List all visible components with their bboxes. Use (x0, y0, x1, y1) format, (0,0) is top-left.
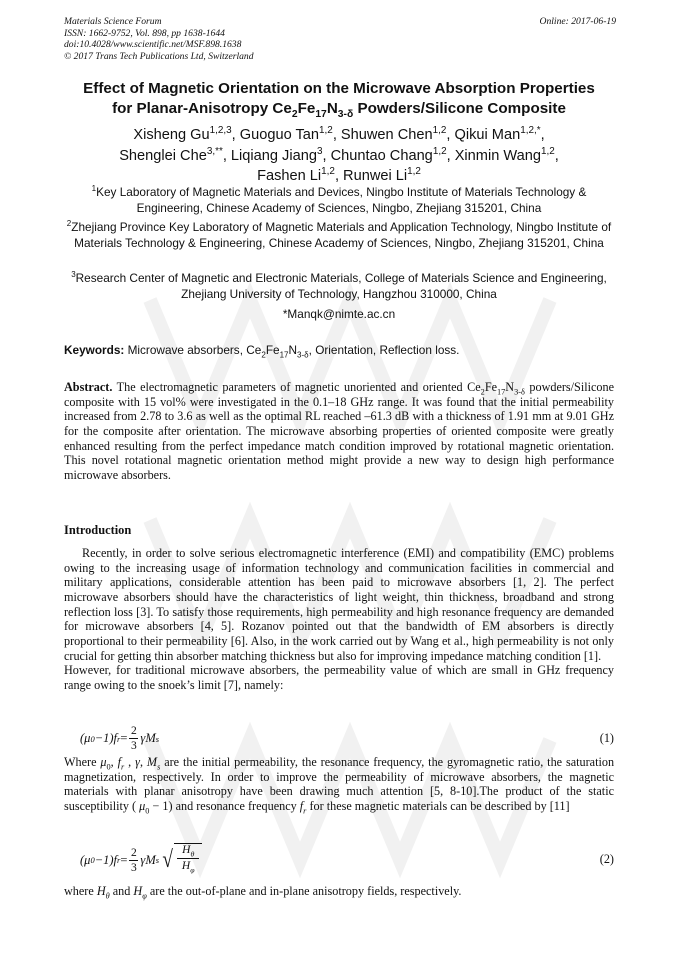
author-list (70, 125, 608, 187)
issn-line: ISSN: 1662-9752, Vol. 898, pp 1638-1644 (64, 27, 225, 39)
journal-name: Materials Science Forum (64, 16, 162, 27)
introduction-body (64, 546, 614, 693)
author: Xinmin Wang$^{1,2}$, (454, 145, 559, 164)
author: Guoguo Tan$^{1,2}$, (239, 125, 341, 143)
title-line-2: for Planar-Anisotropy $Ce_2Fe_{17}N_{3-\delta}$ Powders/Silicone Composite (112, 100, 566, 121)
keywords-label: Keywords: (64, 343, 125, 357)
abstract: Abstract. The electromagnetic parameters of magnetic unoriented and oriented $Ce_2Fe_{17}N_{3-\delta}$ powders/Silicone composite with 15 vol% were investigated in the 0.1–18 GHz range. It was found that the initial permeability increased from 2.78 to 3.6 as well as the optimal RL reached –61.3 dB with a thickness of 1.91 mm at 9.01 GHz for the composite after orientation. The microwave absorbing properties of oriented composite were greatly enhanced resulting from the perfect impedance match condition improved by rotational magnetic orientation. This novel rotational magnetic orientation method might provide a new way to design high performance microwave absorbers. (64, 380, 615, 482)
paragraph: Recently, in order to solve serious electromagnetic interference (EMI) and compatibility (EMC) problems owing to the increasing usage of information technology and communication facilities in commercial and military applications, considerable attention has been paid to microwave absorbers [1, 2]. The perfect microwave absorbers should have the characteristics of light weight, thin thickness, broadband and strong reflection loss [3]. To satisfy those requirements, high permeability and high resonance frequency are demanded for microwave absorbers [4, 5]. Rozanov pointed out that the bandwidth of EM absorbers is directly proportional to their permeability [6]. Also, in the work carried out by Wang et al., high permeability is not only crucial for getting thin absorber matching thickness but also for improving impedance matching condition [1]. (64, 546, 614, 663)
journal-header (64, 16, 254, 62)
affiliation-3: $^3$Research Center of Magnetic and Electronic Materials, College of Materials Science and Engineering, Zhejiang University of Technology, Hangzhou 310000, China (71, 270, 607, 301)
online-date: Online: 2017-06-19 (539, 16, 616, 27)
affiliation-2: $^2$Zhejiang Province Key Laboratory of Magnetic Materials and Application Technology, Ningbo Institute of Materials Technology & Engineering, Chinese Academy of Sciences, Ningbo, Zhejiang 315201, China (66, 219, 612, 250)
section-heading-introduction: Introduction (64, 523, 132, 537)
abstract-label: Abstract. (64, 380, 113, 394)
paragraph: However, for traditional microwave absorbers, the permeability value of which are small in GHz frequency range owing to the snoek’s limit [7], namely: (64, 663, 614, 692)
fraction: $\frac{2}{3}$ (131, 846, 137, 874)
author: Chuntao Chang$^{1,2}$, (330, 145, 455, 164)
paper-title (60, 79, 618, 119)
author: Xisheng Gu$^{1,2,3}$, (133, 125, 240, 143)
copyright-line: © 2017 Trans Tech Publications Ltd, Switzerland (64, 50, 254, 62)
author: Fashen Li$^{1,2}$, (257, 166, 344, 184)
fraction: $\frac{2}{3}$ (131, 725, 137, 752)
square-root: √ $H_\theta$ $H_\varphi$ (161, 843, 202, 877)
equation-2: (μ 0 −1)f r = $\frac{2}{3}$ γM s √ $H_\theta$ $H_\varphi$ (80, 843, 202, 877)
affiliation-1: $^1$Key Laboratory of Magnetic Materials and Devices, Ningbo Institute of Materials Technology & Engineering, Chinese Academy of Sciences, Ningbo, Zhejiang 315201, China (91, 184, 587, 215)
author: Shuwen Chen$^{1,2}$, (340, 125, 455, 143)
corresponding-email[interactable]: *Manqk@nimte.ac.cn (282, 307, 396, 321)
keywords: Keywords: Microwave absorbers, $Ce_2Fe_{17}N_{3-\delta}$, Orientation, Reflection loss. (64, 343, 460, 360)
doi-line[interactable]: doi:10.4028/www.scientific.net/MSF.898.1638 (64, 39, 242, 51)
author: Liqiang Jiang$^3$, (230, 145, 331, 164)
author: Shenglei Che$^{3,**}$, (119, 145, 231, 164)
equation-1: (μ 0 −1)f r = $\frac{2}{3}$ γM s (80, 725, 160, 752)
equation-number-1: (1) (599, 731, 614, 745)
title-line-1: Effect of Magnetic Orientation on the Microwave Absorption Properties (83, 80, 595, 97)
author: Qikui Man$^{1,2,*}$, (454, 125, 545, 143)
equation-number-2: (2) (599, 852, 614, 866)
equation-2-explanation: where $H_\theta$ and $H_\varphi$ are the out-of-plane and in-plane anisotropy fields, respectively. (64, 884, 462, 901)
equation-1-explanation: Where $\mu_0$, $f_r$ , γ, $M_s$ are the initial permeability, the resonance frequency, the gyromagnetic ratio, the saturation magnetization, respectively. In order to improve the permeability of microwave absorbers, the magnetic materials with planar anisotropy have been drawing much attention [5, 8-10].The product of the static susceptibility ( $\mu_0 - 1$) and resonance frequency $f_r$ for these magnetic materials can be described by [11] (64, 755, 615, 816)
author: Runwei Li$^{1,2}$ (343, 166, 421, 184)
